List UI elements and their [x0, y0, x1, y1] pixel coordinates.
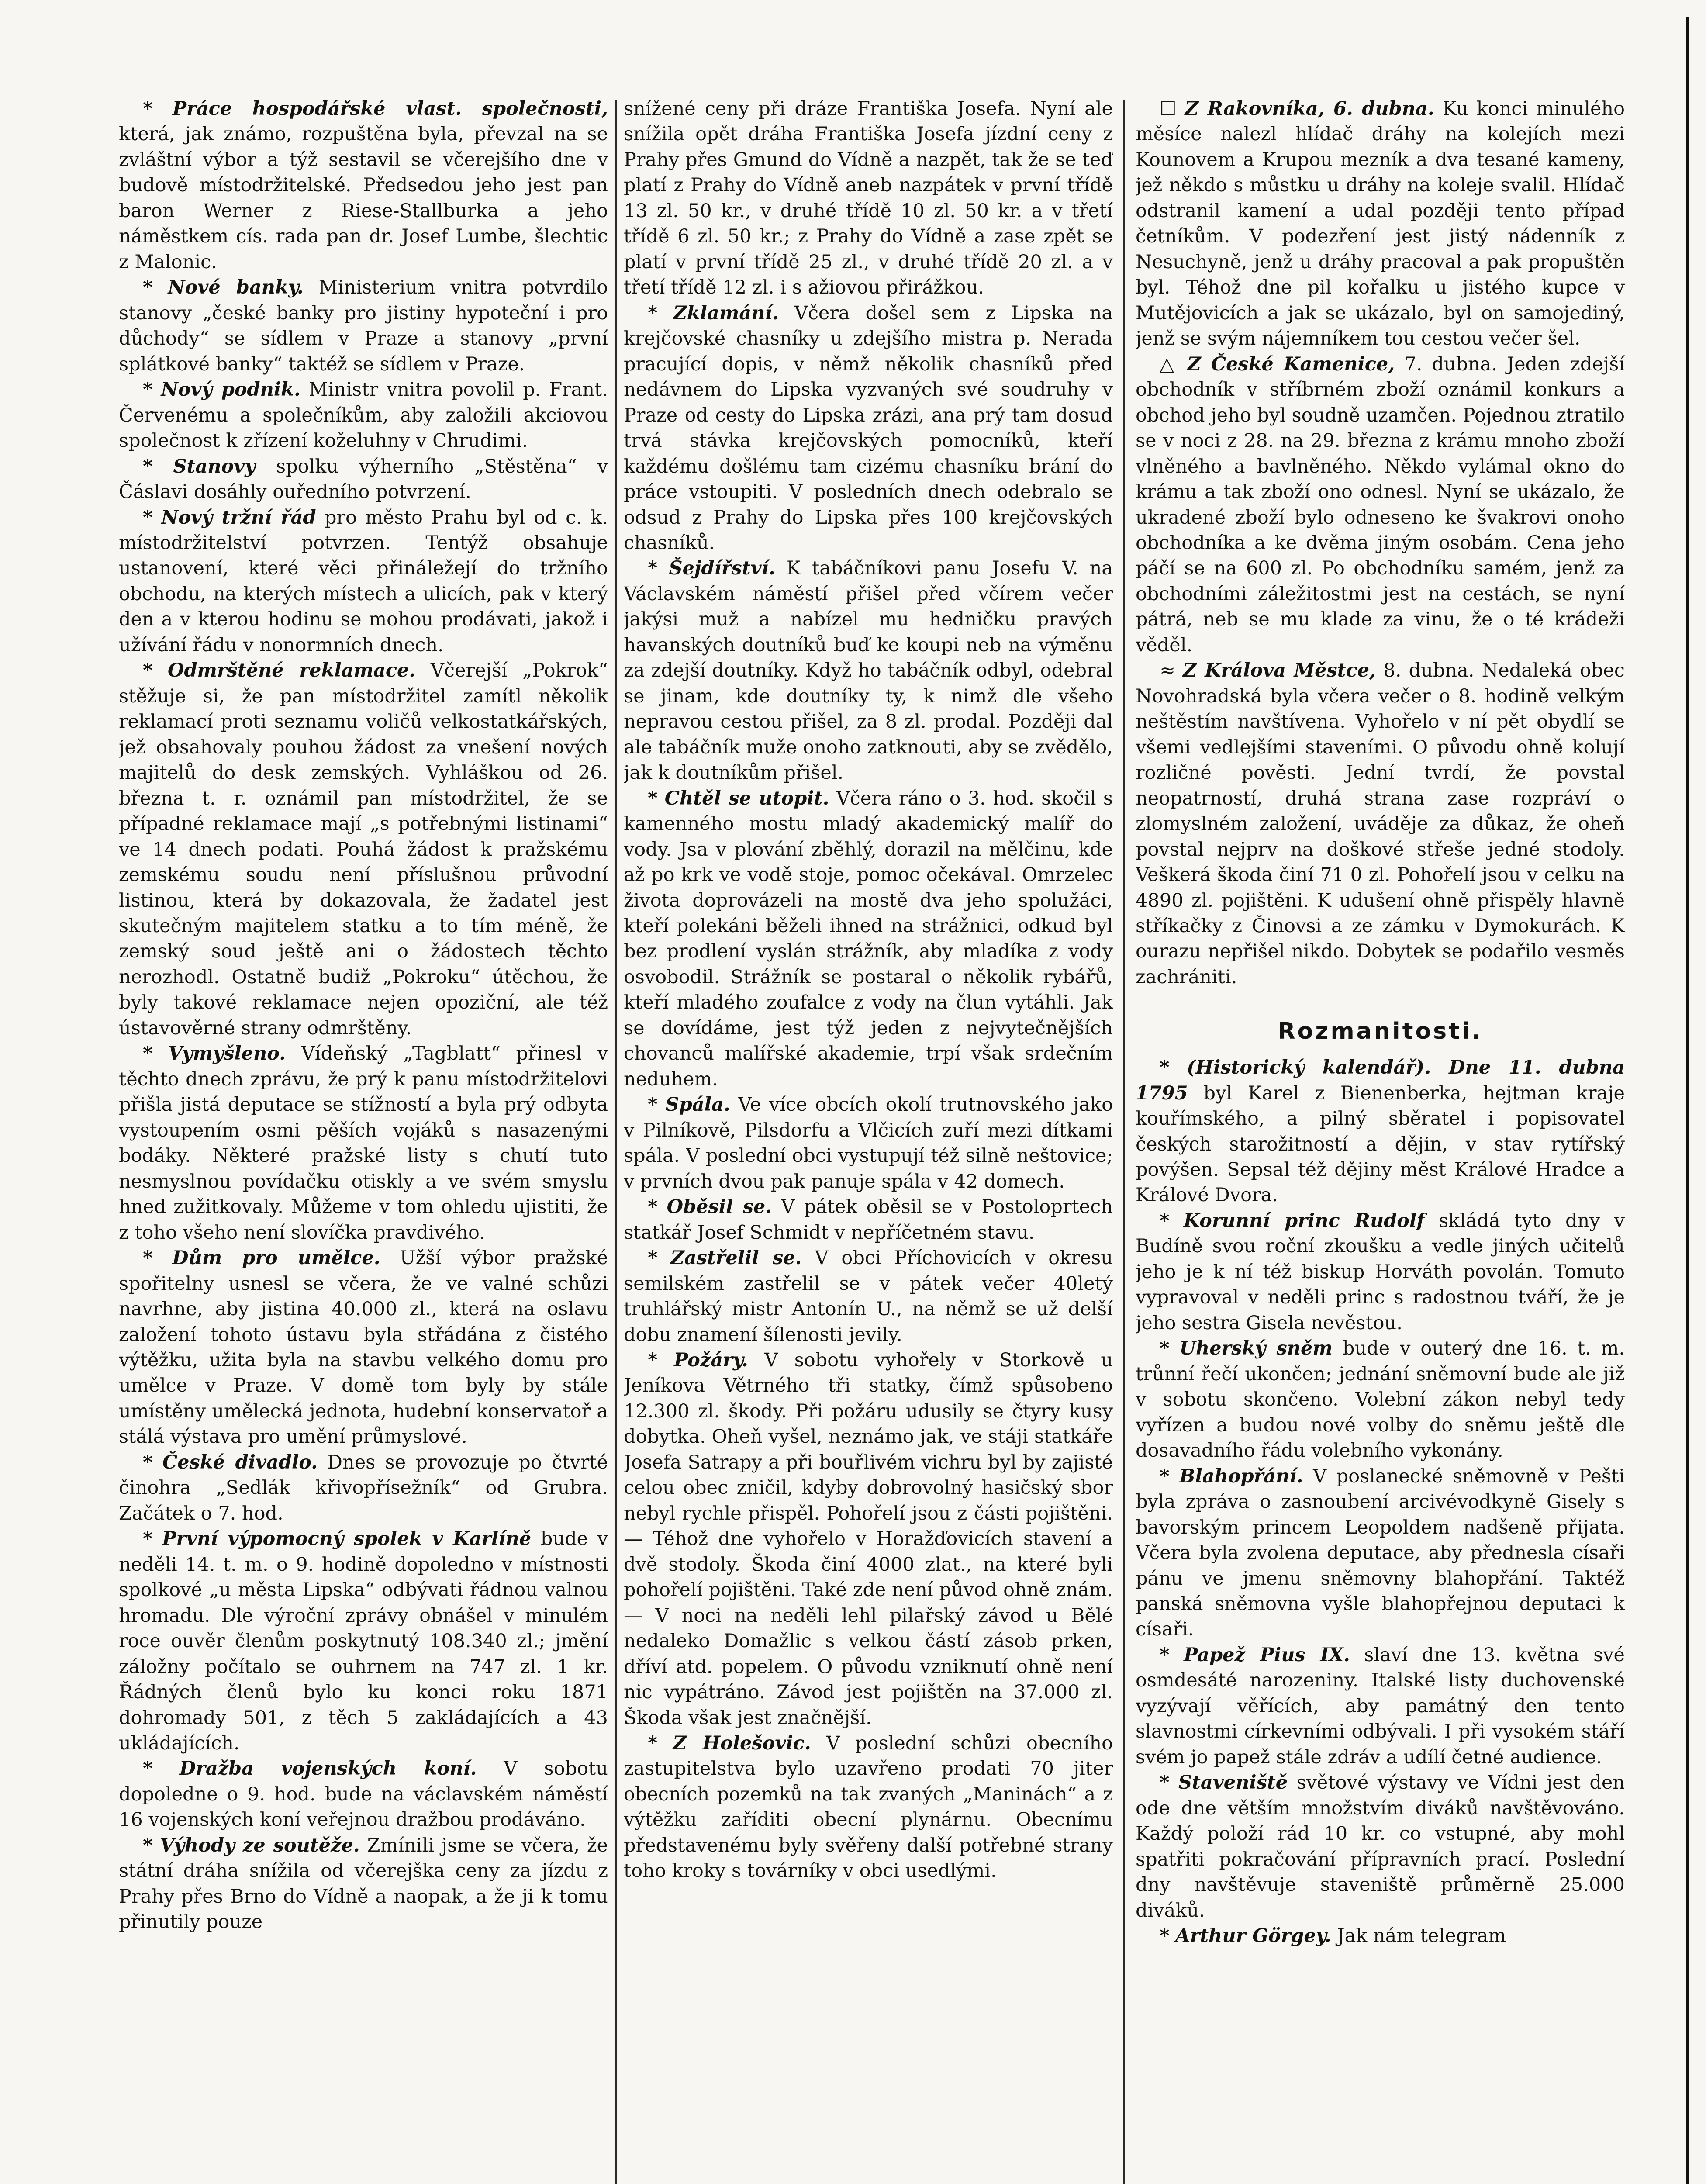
article-body: V obci Příchovicích v okresu semilském zastřelil se v pátek večer 40letý truhlářský mistr Antonín U., na němž se už delší dobu znamení šílenosti jevily.	[624, 1247, 1113, 1346]
article-paragraph	[624, 301, 1113, 556]
article-headline: Z Holešovic.	[673, 1732, 811, 1754]
article-headline: Práce hospodářské vlast. společnosti,	[172, 98, 608, 120]
article-body: Včera došel sem z Lipska na krejčovské chasníky u zdejšího mistra p. Nerada pracující dopis, v němž několik chasníků před nedávnem do Lipska vyzvaných své soudruhy v Praze od cesty do Lipska zrázi, ana prý tam dosud trvá stávka krejčovských pomocníků, kteří každému došlému tam cizému chasníku brání do práce vstoupiti. V posledních dnech odebralo se odsud z Prahy do Lipska přes 100 krejčovských chasníků.	[624, 302, 1113, 554]
article-paragraph	[624, 1245, 1113, 1348]
column-3	[1136, 96, 1625, 2184]
article-headline: (Historický kalendář). Dne 11. dubna 1795	[1136, 1057, 1625, 1104]
article-paragraph	[119, 658, 608, 1041]
article-headline: Spála.	[665, 1094, 730, 1116]
article-paragraph	[119, 1756, 608, 1832]
article-headline: Vymyšleno.	[168, 1043, 286, 1065]
bullet-icon: *	[143, 1528, 153, 1550]
article-body: V sobotu dopoledne o 9. hod. bude na václavském náměstí 16 vojenských koní veřejnou dražbou prodáváno.	[119, 1758, 608, 1831]
bullet-icon: *	[143, 276, 153, 299]
column-1	[119, 96, 608, 2184]
column-rule-2	[1123, 100, 1125, 2184]
bullet-icon: *	[1160, 1465, 1170, 1487]
article-body: V sobotu vyhořely v Storkově u Jeníkova Větrného tři statky, čímž spůsobeno 12.300 zl. škody. Při požáru udusily se čtyry kusy dobytka. Oheň vyšel, neznámo jak, ve stáji statkáře Josefa Satrapy a při bouřlivém vichru byl by zajisté celou obec zničil, kdyby dobrovolný hasičský sbor nebyl rychle přispěl. Pohořelí jsou z části pojištěni. — Téhož dne vyhořelo v Horažďovicích stavení a dvě stodoly. Škoda činí 4000 zlat., na které byli pohořelí pojištěni. Také zde není původ ohně znám. — V noci na neděli lehl pilařský závod u Bělé nedaleko Domažlic s velkou částí zásob prken, dříví atd. popelem. O původu vzniknutí ohně není nic vypátráno. Závod jest pojištěn na 37.000 zl. Škoda však jest značnější.	[624, 1349, 1113, 1729]
article-paragraph	[1136, 1336, 1625, 1463]
dateline-mark-icon: ≈	[1160, 660, 1176, 682]
bullet-icon: *	[143, 660, 153, 682]
article-body: K tabáčníkovi panu Josefu V. na Václavském náměstí přišel před včírem večer jakýsi muž a nabízel mu hedničku pravých havanských doutníků buď ke koupi neb na výměnu za zdejší doutníky. Když ho tabáčník odbyl, odebral se jinam, kde doutníky ty, k nimž dle všeho nepravou cestou přišel, za 8 zl. prodal. Později dal ale tabáčník muže onoho zatknouti, aby se zvědělo, jak k doutníkům přišel.	[624, 557, 1113, 784]
article-headline: Chtěl se utopit.	[664, 787, 829, 809]
article-body: V poslední schůzi obecního zastupitelstva bylo uzavřeno prodati 70 jiter obecních pozemků na tak zvaných „Maninách“ a z výtěžku zaříditi obecní plynárnu. Obecnímu představenému byly svěřeny další potřebné strany toho kroky s továrníky v obci usedlými.	[624, 1732, 1113, 1882]
article-body: pro město Prahu byl od c. k. místodržitelství potvrzen. Tentýž obsahuje ustanovení, které věci přináležejí do tržního obchodu, na kterých místech a ulicích, pak v který den a v kterou hodinu se mohou prodávati, jakož i užívání řádu v nonormních dnech.	[119, 506, 608, 656]
article-paragraph	[1136, 1055, 1625, 1208]
article-body: Ve více obcích okolí trutnovského jako v Pilníkově, Pilsdorfu a Vlčicích zuří mezi dítkami spála. V poslední obci vystupují též silně neštovice; v prvních dvou pak panuje spála v 42 domech.	[624, 1094, 1113, 1192]
article-body: spolku výherního „Stěstěna“ v Čáslavi dosáhly ouředního potvrzení.	[119, 455, 608, 503]
bullet-icon: *	[1160, 1925, 1170, 1947]
article-body: Včera ráno o 3. hod. skočil s kamenného mostu mladý akademický malíř do vody. Jsa v plování zběhlý, dorazil na mělčinu, kde až po krk ve vodě stoje, pomoc očekával. Omrzelec života doprovázeli na mostě dva jeho spolužáci, kteří polekáni běželi ihned na strážnici, odkud byl bez prodlení vyslán strážník, aby mladíka z vody osvobodil. Strážník se postaral o několik rybářů, kteří mladého zoufalce z vody na člun vytáhli. Jak se dovídáme, jest týž jeden z nejvytečnějších chovanců malířské akademie, trpí však srdečním neduhem.	[624, 787, 1113, 1090]
article-paragraph	[119, 1450, 608, 1526]
bullet-icon: *	[648, 1349, 658, 1371]
bullet-icon: *	[143, 379, 153, 401]
bullet-icon: *	[143, 1043, 153, 1065]
article-paragraph	[119, 505, 608, 658]
article-paragraph	[119, 1245, 608, 1450]
article-headline: Uherský sněm	[1179, 1337, 1333, 1360]
article-paragraph	[1136, 352, 1625, 658]
article-body: snížené ceny při dráze Františka Josefa. Nyní ale snížila opět dráha Františka Josefa jízdní ceny z Prahy přes Gmund do Vídně a nazpět, tak že se teď platí z Prahy do Vídně aneb nazpátek v první třídě 13 zl. 50 kr., v druhé třídě 10 zl. 50 kr. a v třetí třídě 6 zl. 50 kr.; z Prahy do Vídně a zase zpět se platí v první třídě 25 zl., v druhé třídě 20 zl. a v třetí třídě 12 zl. i s ažiovou přirážkou.	[624, 98, 1113, 299]
article-headline: Korunní princ Rudolf	[1183, 1209, 1425, 1232]
article-paragraph	[1136, 1642, 1625, 1770]
article-headline: Zastřelil se.	[670, 1247, 802, 1269]
bullet-icon: *	[143, 506, 153, 529]
article-paragraph	[1136, 1770, 1625, 1923]
article-headline: Z České Kamenice,	[1187, 353, 1395, 375]
article-paragraph	[624, 1348, 1113, 1731]
article-body: která, jak známo, rozpuštěna byla, převzal na se zvláštní výbor a týž sestavil se včerejšího dne v budově místodržitelské. Předsedou jeho jest pan baron Werner z Riese-Stallburka a jeho náměstkem cís. rada pan dr. Josef Lumbe, šlechtic z Malonic.	[119, 123, 608, 273]
article-headline: Z Králova Městce,	[1183, 660, 1376, 682]
column-rule-1	[615, 100, 617, 2184]
article-body: 8. dubna. Nedaleká obec Novohradská byla včera večer o 8. hodině velkým neštěstím navštívena. Vyhořelo v ní pět obydlí se všemi vedlejšími staveními. O původu ohně kolují rozličné pověsti. Jední tvrdí, že povstal neopatrností, druhá strana zase rozpráví o zlomyslném založení, uváděje za důkaz, že oheň povstal nejprv na doškové střeše jedné stodoly. Veškerá škoda činí 71 0 zl. Pohořelí jsou v celku na 4890 zl. pojištěni. K udušení ohně přispěly hlavně stříkačky z Činovsi a ze zámku v Dymokurách. K ourazu nepřišel nikdo. Dobytek se podařilo vesměs zachrániti.	[1136, 660, 1625, 988]
section-heading: Rozmanitosti.	[1278, 1018, 1483, 1045]
article-body: Ministr vnitra povolil p. Frant. Červenému a společníkům, aby založili akciovou společnost k zřízení koželuhny v Chrudimi.	[119, 379, 608, 452]
bullet-icon: *	[143, 98, 153, 120]
article-paragraph	[1136, 1923, 1625, 1949]
article-body: V poslanecké sněmovně v Pešti byla zpráva o zasnoubení arcivévodkyně Gisely s bavorským princem Leopoldem nadšeně přijata. Včera byla zvolena deputace, aby přednesla císaři pánu ve jmenu sněmovny blahopřání. Taktéž panská sněmovna vyšle blahopřejnou deputaci k císaři.	[1136, 1465, 1625, 1641]
article-body: bude v outerý dne 16. t. m. trůnní řečí ukončen; jednání sněmovní bude ale již v sobotu skončeno. Volební zákon nebyl tedy vyřízen a budou nové volby do sněmu ještě dle dosavadního řádu volebního vykonány.	[1136, 1337, 1625, 1462]
article-body: Ministerium vnitra potvrdilo stanovy „české banky pro jistiny hypoteční i pro důchody“ se sídlem v Praze a stanovy „první splátkové banky“ taktéž se sídlem v Praze.	[119, 276, 608, 375]
bullet-icon: *	[648, 1247, 658, 1269]
bullet-icon: *	[648, 1094, 658, 1116]
article-headline: Požáry.	[673, 1349, 748, 1371]
article-paragraph	[624, 96, 1113, 301]
article-paragraph	[624, 786, 1113, 1092]
article-paragraph	[119, 377, 608, 453]
article-body: Zmínili jsme se včera, že státní dráha snížila od včerejška ceny za jízdu z Prahy přes Brno do Vídně a naopak, a že ji k tomu přinutily pouze	[119, 1834, 608, 1933]
bullet-icon: *	[143, 1247, 153, 1269]
bullet-icon: *	[143, 455, 153, 477]
article-body: skládá tyto dny v Budíně svou roční zkoušku a vedle jiných učitelů jeho je k ní též biskup Horváth povolán. Tomuto vypravoval v neděli princ s radostnou tváří, že je jeho sestra Gisela nevěstou.	[1136, 1209, 1625, 1334]
column-2	[624, 96, 1113, 2184]
article-headline: Zklamání.	[673, 302, 779, 324]
dateline-mark-icon: △	[1160, 353, 1178, 375]
article-headline: První výpomocný spolek v Karlíně	[162, 1528, 532, 1550]
article-headline: Dražba vojenských koní.	[179, 1758, 477, 1780]
article-paragraph	[1136, 1464, 1625, 1642]
article-headline: České divadlo.	[162, 1451, 318, 1473]
article-headline: Z Rakovníka, 6. dubna.	[1185, 98, 1434, 120]
article-paragraph	[1136, 658, 1625, 990]
bullet-icon: *	[648, 1732, 658, 1754]
article-paragraph	[624, 556, 1113, 785]
article-headline: Nový tržní řád	[161, 506, 316, 529]
article-headline: Oběsil se.	[667, 1196, 772, 1218]
article-headline: Výhody ze soutěže.	[160, 1834, 360, 1856]
article-body: bude v neděli 14. t. m. o 9. hodině dopoledno v místnosti spolkové „u města Lipska“ odbývati řádnou valnou hromadu. Dle výroční zprávy obnášel v minulém roce ouvěr členům poskytnutý 108.340 zl.; jmění záložny počítalo se ouhrnem na 747 zl. 1 kr. Řádných členů bylo ku konci roku 1871 dohromady 501, z těch 5 zakládajících a 43 ukládajících.	[119, 1528, 608, 1754]
article-body: Užší výbor pražské spořitelny usnesl se včera, že ve valné schůzi navrhne, aby jistina 40.000 zl., která na oslavu založení tohoto ústavu byla střádána z čistého výtěžku, užita byla na stavbu velkého domu pro umělce v Praze. V domě tom byly by stále umístěny umělecká jednota, hudební konservatoř a stálá výstava pro umění průmyslové.	[119, 1247, 608, 1448]
page-edge-rule	[1686, 17, 1689, 2184]
article-headline: Nové banky.	[168, 276, 304, 299]
article-paragraph	[1136, 96, 1625, 352]
bullet-icon: *	[1160, 1209, 1170, 1232]
bullet-icon: *	[1160, 1644, 1170, 1666]
bullet-icon: *	[1160, 1337, 1170, 1360]
article-body: slaví dne 13. května své osmdesáté narozeniny. Italské listy duchovenské vyzývají věřících, aby památný den tento slavnostmi církevními odbývali. I při vysokém stáří svém jo papež stále zdráv a udílí četné audience.	[1136, 1644, 1625, 1768]
article-paragraph	[119, 454, 608, 505]
article-headline: Dům pro umělce.	[172, 1247, 380, 1269]
bullet-icon: *	[648, 302, 658, 324]
bullet-icon: *	[648, 787, 658, 809]
bullet-icon: *	[1160, 1057, 1170, 1079]
article-body: Ku konci minulého měsíce nalezl hlídač dráhy na kolejích mezi Kounovem a Krupou mezník a dva tesané kameny, jež někdo s můstku u dráhy na koleje svalil. Hlídač odstranil kamení a udal později tento případ četníkům. V podezření jest jistý nádenník z Nesuchyně, jenž u dráhy pracoval a pak propuštěn byl. Téhož dne pil kořalku u jistého kupce v Mutějovicích a jak se ukázalo, byl on samojediný, jenž se svým nájemníkem tou cestou večer šel.	[1136, 98, 1625, 350]
article-paragraph	[624, 1731, 1113, 1884]
bullet-icon: *	[143, 1451, 153, 1473]
article-headline: Šejdířství.	[669, 557, 775, 580]
article-body: Vídeňský „Tagblatt“ přinesl v těchto dnech zprávu, že prý k panu místodržitelovi přišla jistá deputace se stížností a byla prý odbyta vystoupením osmi pěších vojáků s nasazenými bodáky. Některé pražské listy s chutí tuto nesmyslnou povídačku otiskly a ve svém smyslu hned zužitkovaly. Můžeme v tom ohledu ujistiti, že z toho všeho není slovíčka pravdivého.	[119, 1043, 608, 1244]
bullet-icon: *	[648, 1196, 658, 1218]
article-body: Dnes se provozuje po čtvrté činohra „Sedlák křivopřísežník“ od Grubra. Začátek o 7. hod.	[119, 1451, 608, 1524]
article-headline: Odmrštěné reklamace.	[168, 660, 416, 682]
article-headline: Arthur Görgey.	[1175, 1925, 1331, 1947]
article-body: byl Karel z Bienenberka, hejtman kraje kouřímského, a pilný sběratel i popisovatel českých starožitností a dějin, v stav rytířský povýšen. Sepsal též dějiny měst Králové Hradce a Králové Dvora.	[1136, 1082, 1625, 1206]
article-paragraph	[119, 1526, 608, 1756]
article-body: Jak nám telegram	[1337, 1925, 1506, 1947]
article-paragraph	[624, 1092, 1113, 1194]
article-headline: Staveniště	[1178, 1772, 1288, 1794]
article-headline: Papež Pius IX.	[1183, 1644, 1350, 1666]
dateline-mark-icon: ☐	[1160, 98, 1177, 120]
bullet-icon: *	[648, 557, 658, 580]
bullet-icon: *	[143, 1834, 153, 1856]
article-paragraph	[119, 1833, 608, 1935]
article-headline: Stanovy	[173, 455, 256, 477]
article-body: světové výstavy ve Vídni jest den ode dne větším množstvím diváků navštěvováno. Každý položí rád 10 kr. co vstupné, aby mohl spatřiti pokračování přípravních prací. Poslední dny navštěvuje staveniště průměrně 25.000 diváků.	[1136, 1772, 1625, 1921]
article-paragraph	[624, 1194, 1113, 1245]
article-paragraph	[119, 275, 608, 377]
article-body: 7. dubna. Jeden zdejší obchodník v stříbrném zboží oznámil konkurs a obchod jeho byl soudně uzamčen. Pojednou ztratilo se v noci z 28. na 29. března z krámu mnoho zboží vlněného a bavlněného. Někdo vylámal okno do krámu a tak zboží ono odnesl. Nyní se ukázalo, že ukradené zboží bylo odneseno ke švakrovi onoho obchodníka a ke dvěma jiným osobám. Cena jeho páčí se na 600 zl. Po obchodníku samém, jenž za obchodními záležitostmi jest na cestách, se nyní pátrá, neb se mu klade za vinu, že o té krádeži věděl.	[1136, 353, 1625, 656]
article-headline: Nový podnik.	[161, 379, 300, 401]
article-paragraph	[1136, 1208, 1625, 1336]
article-body: Včerejší „Pokrok“ stěžuje si, že pan místodržitel zamítl několik reklamací proti seznamu voličů velkostatkářských, jež obsahovaly pouhou žádost za vnešení nových majitelů do desk zemských. Vyhláškou od 26. března t. r. oznámil pan místodržitel, že se případné reklamace mají „s potřebnými listinami“ ve 14 dnech podati. Pouhá žádost k pražskému zemskému soudu není příslušnou průvodní listinou, která by dokazovala, že žadatel jest skutečným majitelem statku a to tím méně, že zemský soud ještě ani o žádostech těchto nerozhodl. Ostatně budiž „Pokroku“ útěchou, že byly takové reklamace nejen opoziční, ale též ústavověrné strany odmrštěny.	[119, 660, 608, 1039]
article-headline: Blahopřání.	[1179, 1465, 1303, 1487]
article-body: V pátek oběsil se v Postoloprtech statkář Josef Schmidt v nepříčetném stavu.	[624, 1196, 1113, 1244]
bullet-icon: *	[143, 1758, 153, 1780]
article-paragraph	[119, 1041, 608, 1245]
bullet-icon: *	[1160, 1772, 1170, 1794]
article-paragraph	[119, 96, 608, 275]
